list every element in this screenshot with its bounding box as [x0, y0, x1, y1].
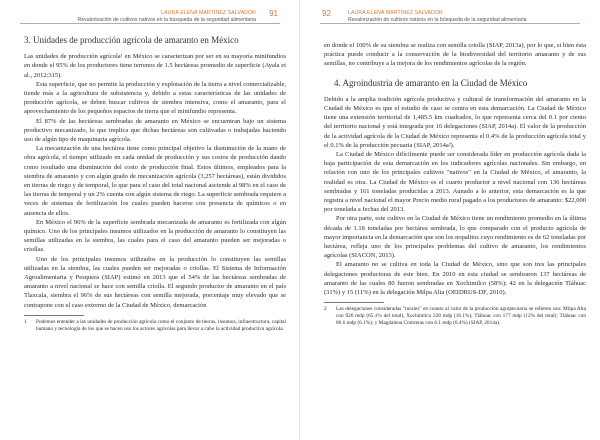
running-header-right [348, 10, 527, 24]
paragraph: La mecanización de una hectárea tiene como principal objetivo la disminución de la mano de obra agrícola, el tiempo utilizado en cada unidad de producción y sus costos de producción dando como resultado una disminución del costo de producción final. Estos últimos, empleados para la siembra de amaranto y con algún grado de mecanización agrícola (3,257 hectáreas), están divididos en tierras de riego y de temporal, lo que para el caso del total nacional asciende al 98% en el caso de las tierras de temporal y un 2% cuenta con algún sistema de riego. La superficie sembrada requiere a veces de sistemas de fertilización los cuales pueden hacerse con presencia de químicos o en ausencia de ellos. [24, 145, 286, 217]
header-rule [20, 23, 280, 24]
section-title: 4. Agroindustria de amaranto en la Ciudad de México [334, 77, 528, 88]
paragraph: Por otra parte, este cultivo en la Ciudad de México tiene un rendimiento promedio en la última década de 1.18 toneladas por hectárea sembrada, lo que comparado con el producto agrícola de mayor importancia en la demarcación que son los nopalitos cuyo rendimiento es de 62 toneladas por hectárea, refleja uno de los principales problemas del cultivo de amaranto, los rendimientos agrícolas (SIACON, 2013). [324, 215, 586, 260]
header-author: LAURA ELENA MARTÍNEZ SALVADOR [348, 10, 443, 16]
paragraph: Esta superficie, que no permite la producción y explotación de la tierra a nivel comercializable, tiende más a la agricultura de subsistencia y, debido a estas características de las unidades de producción agrícola, se deben buscar cultivos de siembra intensiva, como el amaranto, para el aprovechamiento de los pequeños espacios de tierra que el minifundio representa. [24, 80, 286, 116]
footnote-text: Las delegaciones consideradas "rurales" en cuanto al valor de la producción agropecuaria se refieren son: Milpa Alta con 926 mdp (65.1% del total), Xochimilco 228 mdp (16.1%); Tláhuac con 177 mdp (12% del total); Tláhuac con 86.6 mdp (6.1%); y Magdalena Contreras con 6.1 mdp (0.4%) (SIAP, 2014a). [336, 306, 586, 327]
header-author: LAURA ELENA MARTÍNEZ SALVADOR [161, 10, 256, 16]
page-number: 91 [269, 9, 278, 18]
right-page-body [324, 41, 586, 327]
header-rule [320, 23, 580, 24]
paragraph: El 87% de las hectáreas sembradas de amaranto en México se encuentran bajo un sistema productivo mecanizado, lo que implica que dichas hectáreas son cultivadas o trabajadas haciendo uso de algún tipo de maquinaria agrícola. [24, 117, 286, 144]
paragraph: En México el 96% de la superficie sembrada mecanizada de amaranto es fertilizada con algún químico. Uno de los principales insumos utilizados en la producción de amaranto lo constituyen las semillas utilizadas en la siembra, las cuales para el caso del amaranto pueden ser mejoradas o criollas. [24, 218, 286, 254]
paragraph: La Ciudad de México difícilmente puede ser considerada líder en producción agrícola dada la baja participación de esta demarcación en los indicadores agrícolas nacionales. Sin embargo, en relación con uno de los principales cultivos "nativos" en la Ciudad de México, el amaranto, la realidad es otra. La Ciudad de México es el cuarto productor a nivel nacional con 136 hectáreas sembradas y 161 toneladas producidas a 2013. Aunado a lo anterior, esta demarcación es la que registra a nivel nacional el mayor Precio medio rural pagado a los productores de amaranto: $22,000 por tonelada a fechas del 2013. [324, 151, 586, 214]
footnote [24, 319, 286, 333]
paragraph: Debido a la amplia tradición agrícola productiva y cultural de transformación del amaranto en la Ciudad de México es que el estudio de caso se centra en esta demarcación. La Ciudad de México tiene una extensión territorial de 1,485.5 km cuadrados, lo que representa cerca del 0.1 por ciento del territorio nacional y está integrada por 16 delegaciones (SIAP, 2014a). El valor de la producción de la actividad agrícola de la Ciudad de México representa el 0.4% de la producción agrícola total y el 0.1% de la producción pecuaria (SIAP, 2014a²). [324, 95, 586, 149]
right-page [300, 0, 600, 440]
footnote-rule [24, 315, 84, 316]
paragraph: El amaranto no se cultiva en toda la Ciudad de México, sino que son tres las principales delegaciones productoras de este bien. En 2010 en esta ciudad se sembraron 137 hectáreas de amaranto de las cuales 80 fueron sembradas en Xochimilco (58%); 42 en la delegación Tláhuac (31%) y 15 (11%) en la delegación Milpa Alta (OEIDRUS-DF, 2010). [324, 261, 586, 297]
running-header-left [77, 10, 256, 24]
paragraph: Las unidades de producción agrícola¹ en México se caracterizan por ser en su mayoría minifundios en donde el 95% de los productores tiene terrenos de 1.5 hectáreas promedio de superficie (Ayala et al., 2012:315). [24, 53, 286, 79]
header-subtitle: Revalorización de cultivos nativos en la búsqueda de la seguridad alimentaria [348, 17, 527, 23]
footnote-mark: 1 [24, 318, 27, 325]
footnote-mark: 2 [324, 306, 327, 313]
header-subtitle: Revalorización de cultivos nativos en la búsqueda de la seguridad alimentaria [77, 17, 256, 23]
footnote-text: Podemos entender a las unidades de producción agrícola como el conjunto de tierras, insumos, infraestructura, capital humano y tecnología de los que se hacen uso los actores agrícolas para llevar a cabo la actividad productiva agrícola. [36, 318, 286, 332]
page-number: 92 [322, 9, 331, 18]
footnote [324, 306, 586, 327]
paragraph: Uno de los principales insumos utilizados en la producción lo constituyen las semillas utilizadas en la siembra, las cuales pueden ser mejoradas o criollas. El Sistema de Información Agroalimentaria y Pesquera (SIAP) estimó en 2013 que el 54% de las hectáreas sembradas de amaranto a nivel nacional se hace con semilla criolla. El segundo productor de amaranto en el país Tlaxcala, siembra el 96% de sus hectáreas con semilla mejorada, porcentaje muy elevado que se contrapone con el caso extremo de la Ciudad de México, demarcación [24, 255, 286, 309]
left-page-body [24, 34, 286, 333]
paragraph-continuation: en donde el 100% de su siembra se realiza con semilla criolla (SIAP, 2013a), por lo que, si bien ésta práctica puede conducir a la conservación de la biodiversidad del territorio amaranto y de sus semillas, no contribuye a la mejora de los rendimientos agrícolas de la región. [324, 42, 586, 68]
section-title: 3. Unidades de producción agrícola de amaranto en México [24, 35, 239, 45]
footnote-rule [324, 302, 384, 303]
